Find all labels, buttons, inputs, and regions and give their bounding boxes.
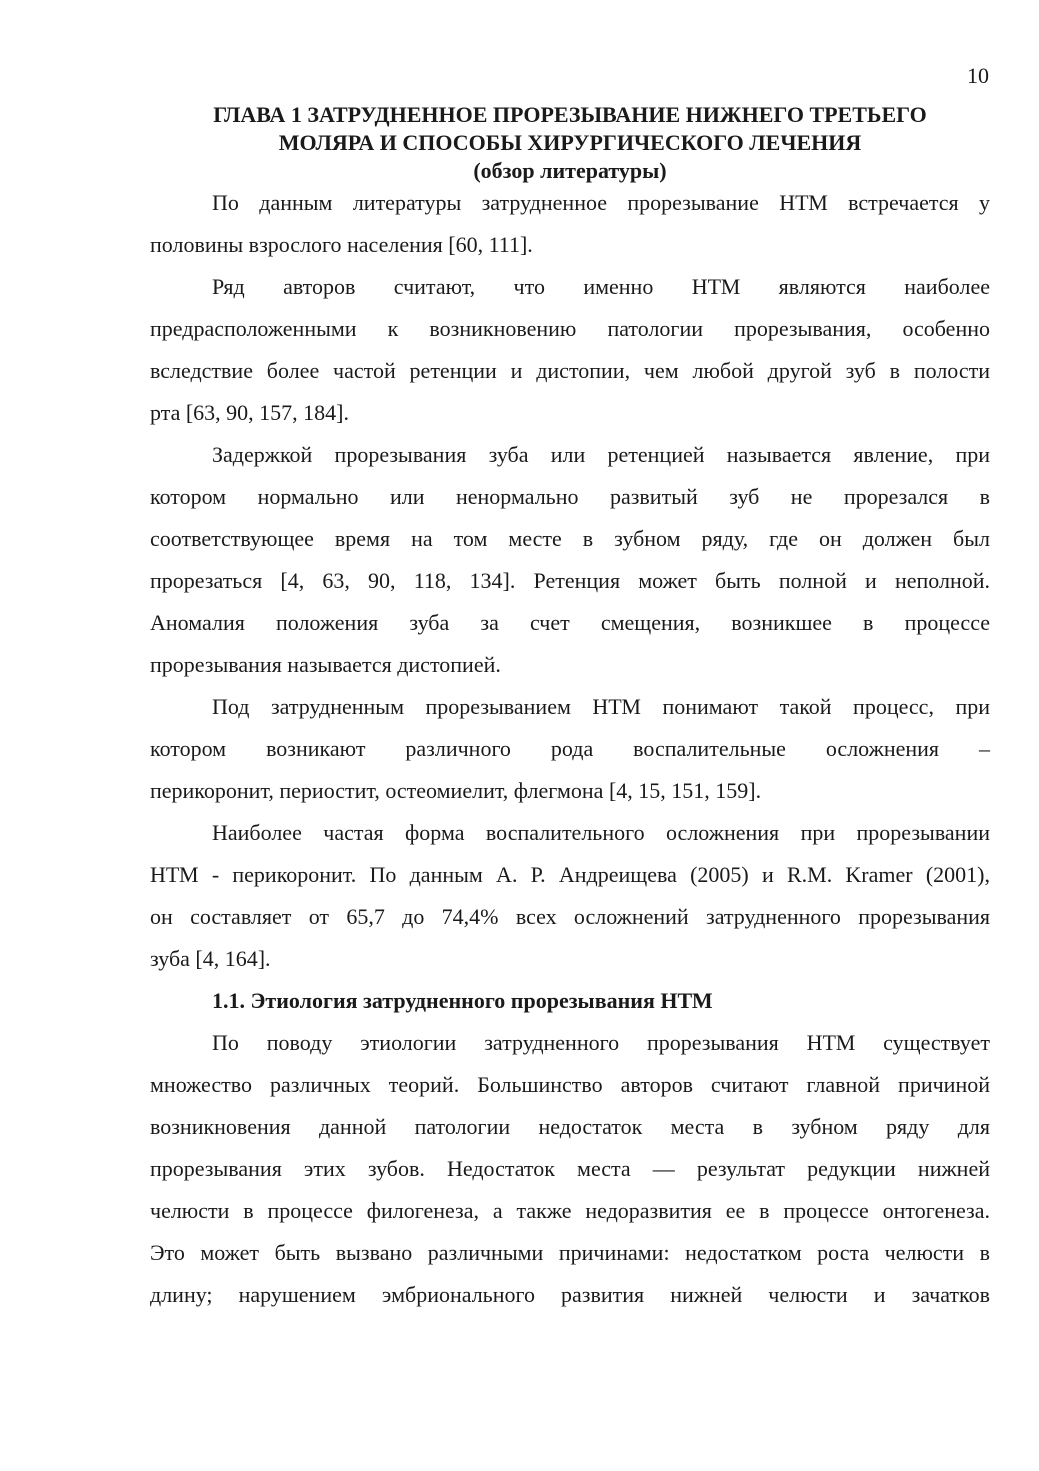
text-line: котором нормально или ненормально развитый зуб не прорезался в <box>150 484 990 509</box>
text-line: прорезывания этих зубов. Недостаток места — результат редукции нижней <box>150 1156 990 1181</box>
text-line: Аномалия положения зуба за счет смещения, возникшее в процессе <box>150 610 990 635</box>
text-line: Под затрудненным прорезыванием НТМ понимают такой процесс, при <box>212 694 990 719</box>
page-number: 10 <box>967 63 989 88</box>
text-line: он составляет от 65,7 до 74,4% всех осложнений затрудненного прорезывания <box>150 904 990 929</box>
text-line: Наиболее частая форма воспалительного осложнения при прорезывании <box>212 820 990 845</box>
text-line: длину; нарушением эмбрионального развития нижней челюсти и зачатков <box>150 1282 990 1307</box>
chapter-subtitle: (обзор литературы) <box>473 158 667 183</box>
paragraph-4 <box>150 686 990 812</box>
text-line: вследствие более частой ретенции и дистопии, чем любой другой зуб в полости <box>150 358 990 383</box>
text-line: перикоронит, периостит, остеомиелит, флегмона [4, 15, 151, 159]. <box>150 778 762 803</box>
text-line: Задержкой прорезывания зуба или ретенцией называется явление, при <box>212 442 990 467</box>
paragraph-2 <box>150 266 990 434</box>
text-line: прорезаться [4, 63, 90, 118, 134]. Ретенция может быть полной и неполной. <box>150 568 990 593</box>
text-line: По поводу этиологии затрудненного прорезывания НТМ существует <box>212 1030 990 1055</box>
text-line: половины взрослого населения [60, 111]. <box>150 232 533 257</box>
text-line: Ряд авторов считают, что именно НТМ являются наиболее <box>212 274 990 299</box>
text-line: возникновения данной патологии недостаток места в зубном ряду для <box>150 1114 990 1139</box>
text-line: зуба [4, 164]. <box>150 946 271 971</box>
text-line: котором возникают различного рода воспалительные осложнения – <box>150 736 990 761</box>
chapter-title-line-1: ГЛАВА 1 ЗАТРУДНЕННОЕ ПРОРЕЗЫВАНИЕ НИЖНЕГО ТРЕТЬЕГО <box>213 102 927 127</box>
chapter-title-line-2: МОЛЯРА И СПОСОБЫ ХИРУРГИЧЕСКОГО ЛЕЧЕНИЯ <box>278 130 862 155</box>
paragraph-1 <box>150 182 990 266</box>
text-line: челюсти в процессе филогенеза, а также недоразвития ее в процессе онтогенеза. <box>150 1198 990 1223</box>
section-heading: 1.1. Этиология затрудненного прорезывания НТМ <box>212 988 713 1013</box>
text-line: Это может быть вызвано различными причинами: недостатком роста челюсти в <box>150 1240 990 1265</box>
paragraph-3 <box>150 434 990 686</box>
text-line: НТМ - перикоронит. По данным А. Р. Андреищева (2005) и R.M. Kramer (2001), <box>150 862 990 887</box>
text-line: прорезывания называется дистопией. <box>150 652 501 677</box>
text-line: соответствующее время на том месте в зубном ряду, где он должен был <box>150 526 990 551</box>
paragraph-5 <box>150 812 990 980</box>
text-line: По данным литературы затрудненное прорезывание НТМ встречается у <box>212 190 990 215</box>
text-line: предрасположенными к возникновению патологии прорезывания, особенно <box>150 316 990 341</box>
text-line: множество различных теорий. Большинство авторов считают главной причиной <box>150 1072 990 1097</box>
body-text <box>150 182 990 1316</box>
paragraph-etiology <box>150 1022 990 1316</box>
text-line: рта [63, 90, 157, 184]. <box>150 400 350 425</box>
